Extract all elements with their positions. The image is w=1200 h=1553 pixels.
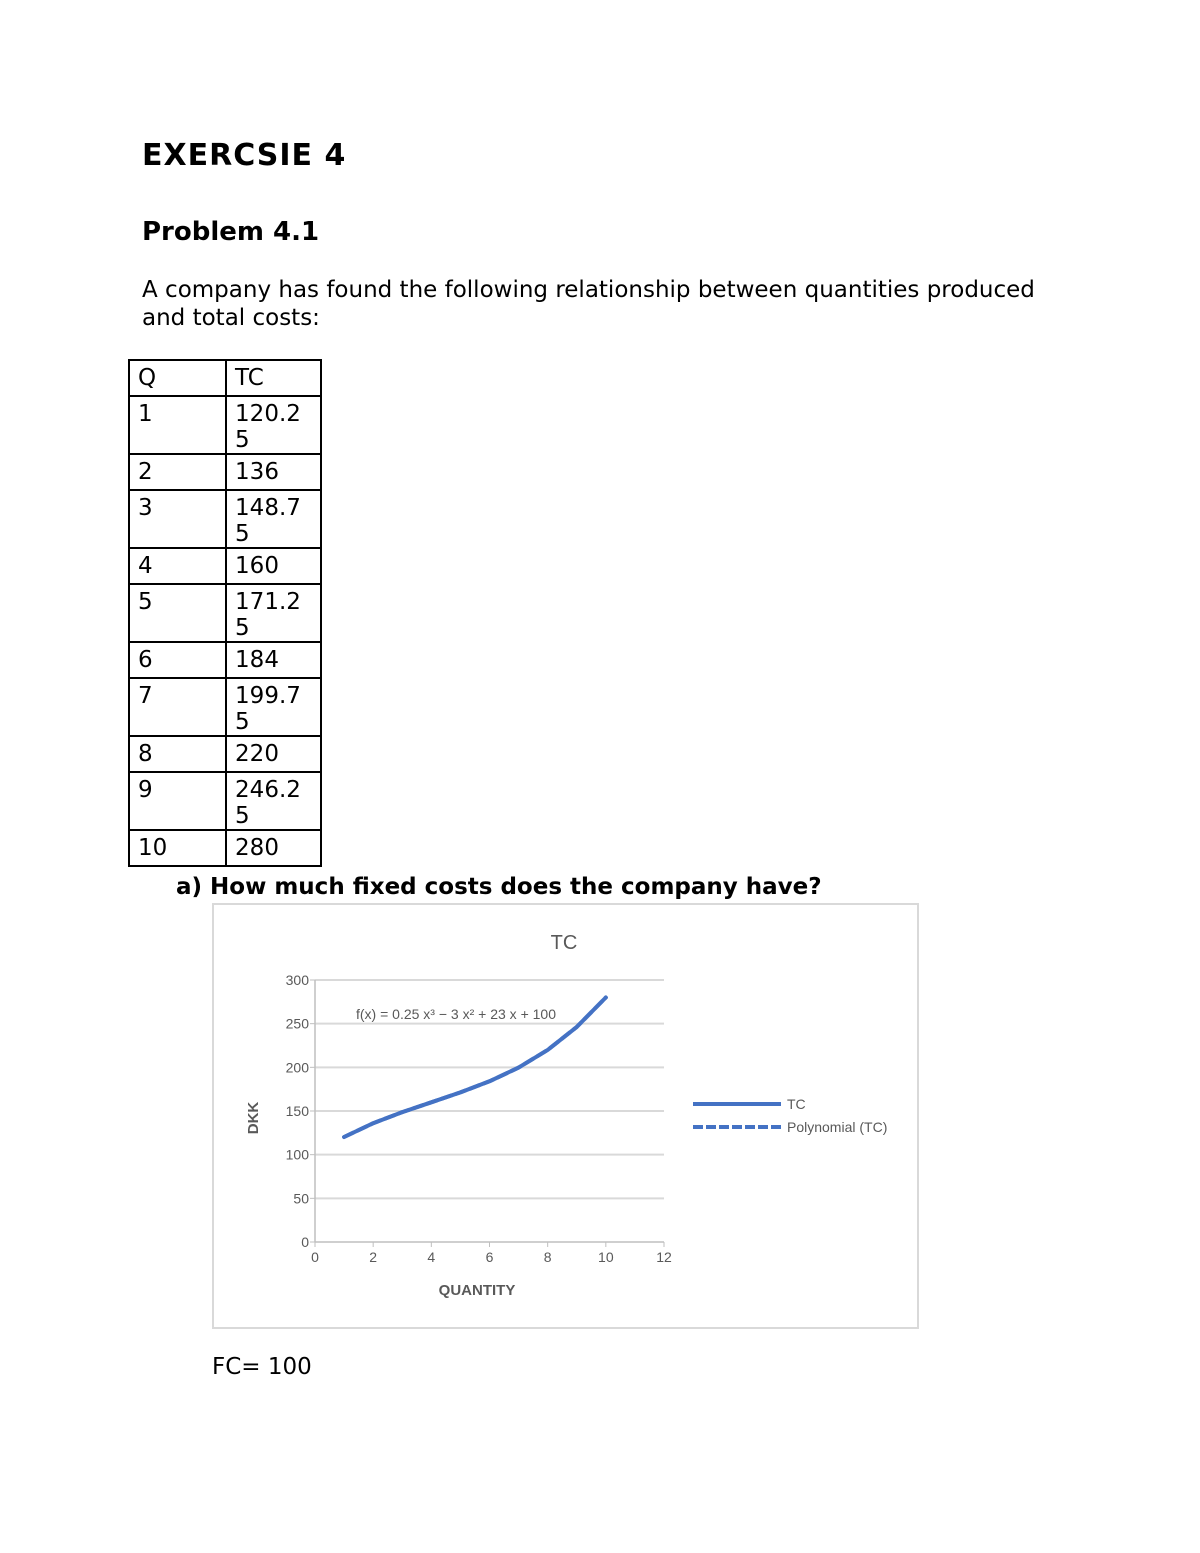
- cell-tc: 148.75: [226, 490, 321, 548]
- answer-a: FC= 100: [212, 1354, 312, 1380]
- cell-tc: 220: [226, 736, 321, 772]
- problem-intro: A company has found the following relationship between quantities produced and total costs:: [142, 277, 1035, 331]
- y-axis-label: DKK: [245, 1101, 262, 1135]
- cell-tc: 280: [226, 830, 321, 866]
- table-row: [129, 642, 321, 678]
- cell-q: 7: [129, 678, 226, 736]
- exercise-title: EXERCSIE 4: [142, 138, 347, 173]
- y-tick-label: 100: [285, 1146, 309, 1163]
- table-row: [129, 490, 321, 548]
- cell-q: 4: [129, 548, 226, 584]
- y-tick-label: 50: [293, 1190, 309, 1207]
- cell-q: 10: [129, 830, 226, 866]
- table-row: [129, 830, 321, 866]
- x-tick-label: 8: [543, 1249, 552, 1265]
- table-row: [129, 736, 321, 772]
- cell-tc: 184: [226, 642, 321, 678]
- q-tc-table: [128, 359, 322, 867]
- cell-q: 8: [129, 736, 226, 772]
- chart-title: TC: [550, 932, 578, 954]
- x-axis-label: QUANTITY: [438, 1282, 516, 1299]
- table-header-row: [129, 360, 321, 396]
- cell-tc: 199.75: [226, 678, 321, 736]
- table-row: [129, 396, 321, 454]
- legend-label: TC: [787, 1096, 806, 1112]
- header-tc: TC: [226, 360, 321, 396]
- tc-chart: [212, 903, 919, 1329]
- cell-q: 1: [129, 396, 226, 454]
- cell-tc: 160: [226, 548, 321, 584]
- cell-tc: 246.25: [226, 772, 321, 830]
- table-row: [129, 548, 321, 584]
- x-tick-label: 12: [656, 1249, 672, 1265]
- x-tick-label: 2: [369, 1249, 378, 1265]
- y-tick-label: 200: [285, 1059, 309, 1076]
- cell-tc: 120.25: [226, 396, 321, 454]
- x-tick-label: 4: [427, 1249, 436, 1265]
- y-tick-label: 300: [285, 972, 309, 988]
- question-a: a) How much fixed costs does the company have?: [176, 874, 822, 900]
- y-tick-label: 150: [285, 1103, 309, 1119]
- table-row: [129, 772, 321, 830]
- table-row: [129, 454, 321, 490]
- x-tick-label: 0: [311, 1249, 319, 1265]
- x-tick-label: 10: [598, 1249, 614, 1265]
- tc-chart-svg: [214, 905, 917, 1327]
- header-q: Q: [129, 360, 226, 396]
- problem-heading: Problem 4.1: [142, 217, 320, 247]
- table-row: [129, 584, 321, 642]
- x-tick-label: 6: [485, 1249, 494, 1265]
- cell-q: 3: [129, 490, 226, 548]
- cell-tc: 171.25: [226, 584, 321, 642]
- y-tick-label: 0: [301, 1234, 309, 1250]
- cell-q: 6: [129, 642, 226, 678]
- legend-label: Polynomial (TC): [787, 1119, 888, 1135]
- table-row: [129, 678, 321, 736]
- cell-q: 5: [129, 584, 226, 642]
- cell-q: 9: [129, 772, 226, 830]
- cell-q: 2: [129, 454, 226, 490]
- y-tick-label: 250: [285, 1015, 309, 1032]
- trendline-equation: f(x) = 0.25 x³ − 3 x² + 23 x + 100: [356, 1006, 556, 1022]
- cell-tc: 136: [226, 454, 321, 490]
